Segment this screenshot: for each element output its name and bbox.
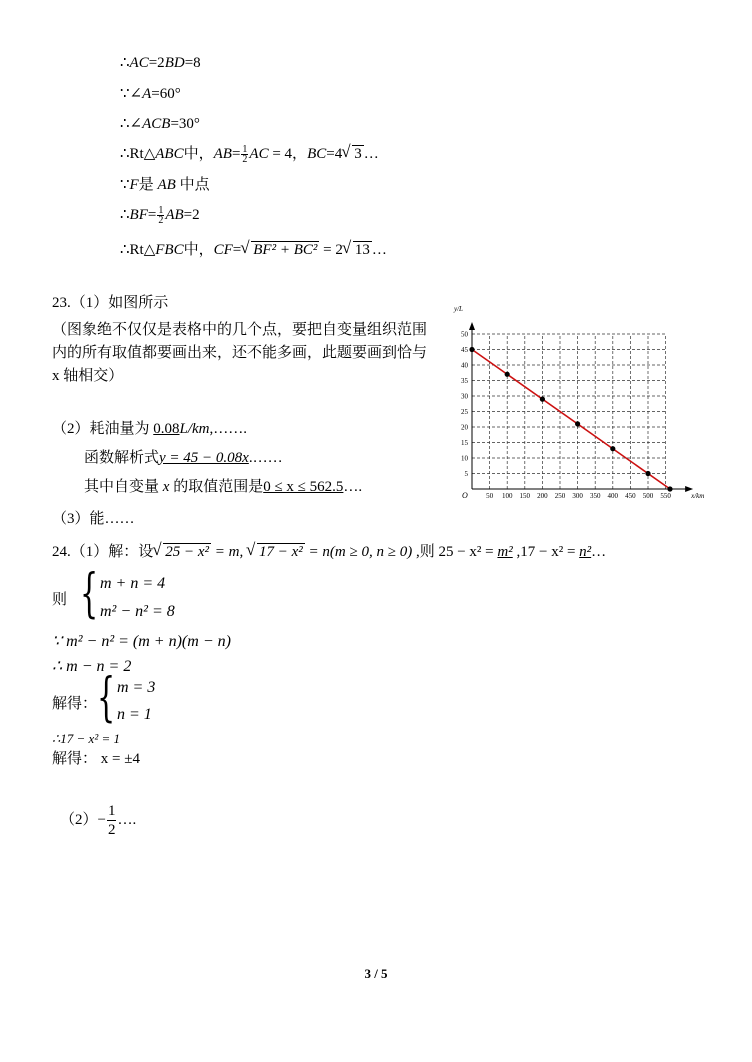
q23-range: 其中自变量 x 的取值范围是0 ≤ x ≤ 562.5….	[84, 479, 363, 495]
y-tick-label: 45	[461, 346, 468, 354]
q24-therefore: ∴ m − n = 2	[52, 658, 132, 675]
q23-part3: （3）能……	[52, 511, 135, 527]
fraction-half: $\frac{1}{2}$	[242, 144, 248, 166]
y-tick-label: 30	[461, 392, 468, 401]
q24-solution-x: 解得： x = ±4	[52, 751, 140, 767]
x-tick-label: 250	[554, 492, 566, 500]
y-tick-label: 40	[461, 361, 468, 370]
x-tick-label: 200	[537, 492, 548, 500]
x-tick-label: 500	[642, 492, 654, 500]
y-tick-label: 50	[461, 330, 468, 339]
proof-line-5: ∵F是 AB 中点	[120, 177, 210, 193]
q24-jiede: 解得：	[52, 696, 98, 712]
data-point	[645, 471, 650, 476]
sqrt-bf-bc: √ BF² + BC²	[241, 240, 319, 260]
q23-title: 23.（1）如图所示	[52, 295, 169, 311]
y-tick-label: 5	[464, 470, 468, 478]
x-tick-label: 350	[589, 492, 601, 500]
q23-note-2: 内的所有取值都要画出来，还不能多画，此题要画到恰与	[52, 345, 428, 361]
q23-function: 函数解析式y = 45 − 0.08x.……	[84, 450, 283, 466]
page-number: 3 / 5	[364, 966, 388, 981]
x-tick-label: 450	[625, 492, 636, 500]
y-axis-label: y/L	[454, 305, 463, 313]
data-point	[505, 372, 510, 377]
y-tick-label: 25	[461, 408, 468, 416]
data-point	[540, 397, 545, 402]
sqrt-13: √ 13	[343, 240, 372, 260]
equation-system-1: { m + n = 4 m² − n² = 8	[80, 564, 175, 624]
proof-line-4: ∴Rt△ABC中，AB= $\frac{1}{2}$ AC = 4，BC=4√ 3 …	[120, 144, 379, 164]
data-point	[667, 486, 672, 491]
x-tick-label: 100	[501, 492, 513, 500]
q24-title: 24.（1）解：设√ 25 − x² = m, √ 17 − x² = n(m ≥ 0, n ≥ 0) ,则 25 − x² = m² ,17 − x² = n²…	[52, 542, 606, 562]
x-axis-label: x/km	[691, 492, 705, 500]
equation-system-2: { m = 3 n = 1	[97, 668, 156, 728]
data-line	[472, 350, 670, 490]
y-axis-arrow	[469, 322, 475, 330]
fuel-chart	[447, 302, 705, 502]
x-tick-label: 50	[486, 492, 494, 500]
x-tick-label: 300	[572, 492, 583, 500]
fraction-half: $\frac{1}{2}$	[107, 803, 116, 839]
x-tick-label: 550	[660, 492, 671, 500]
y-tick-label: 35	[461, 377, 468, 385]
q23-note-1: （图象绝不仅仅是表格中的几个点，要把自变量组织范围	[52, 322, 428, 338]
sqrt-3: √ 3	[342, 144, 364, 164]
proof-line-7: ∴Rt△FBC中，CF=√ BF² + BC² = 2√ 13 …	[120, 240, 387, 260]
q24-ze: 则	[52, 592, 68, 608]
data-point	[610, 446, 615, 451]
y-tick-label: 20	[461, 423, 468, 432]
q24-part2: （2）− $\frac{1}{2}$ ….	[60, 803, 137, 839]
y-tick-label: 10	[461, 454, 468, 463]
q24-17-minus-x2: ∴17 − x² = 1	[52, 731, 120, 746]
proof-line-6: ∴BF= $\frac{1}{2}$ AB=2	[120, 205, 200, 227]
x-tick-label: 400	[607, 492, 619, 500]
q24-because: ∵ m² − n² = (m + n)(m − n)	[52, 633, 231, 650]
proof-line-3: ∴∠ACB=30°	[120, 116, 200, 132]
sqrt-25-x2: √ 25 − x²	[153, 542, 211, 562]
y-tick-label: 15	[461, 439, 468, 447]
q23-note-3: x 轴相交）	[52, 368, 124, 384]
x-tick-label: 150	[519, 492, 531, 500]
sqrt-17-x2: √ 17 − x²	[247, 542, 305, 562]
origin-label: O	[462, 491, 468, 500]
data-point	[575, 421, 580, 426]
q23-part2: （2）耗油量为 0.08L/km,…….	[52, 421, 248, 437]
proof-line-2: ∵∠A=60°	[120, 86, 181, 102]
data-point	[469, 347, 474, 352]
proof-line-1: ∴AC=2BD=8	[120, 55, 201, 71]
fraction-half: $\frac{1}{2}$	[158, 205, 164, 227]
